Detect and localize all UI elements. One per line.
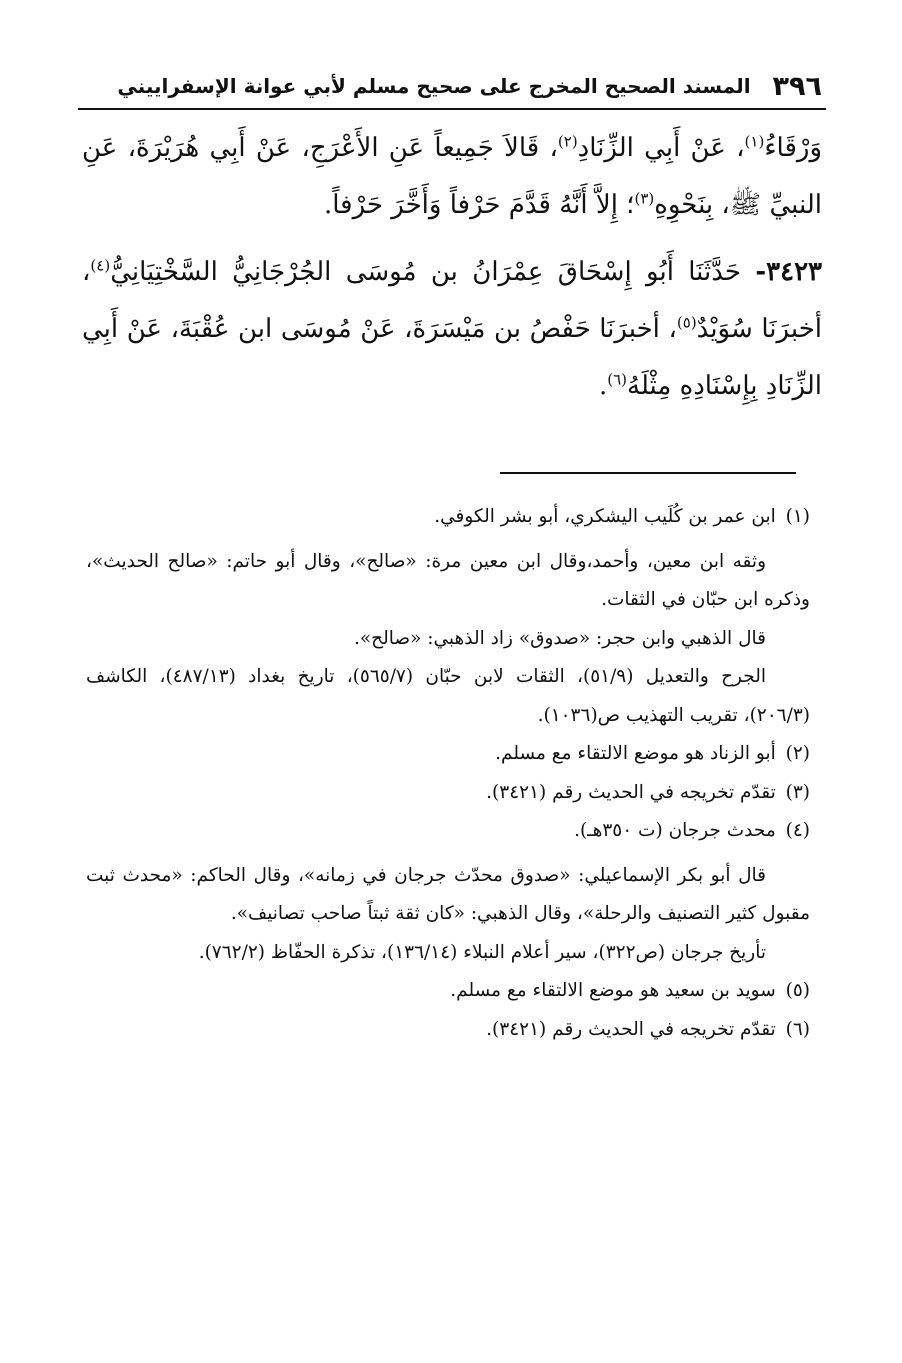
hadith-number: ٣٤٢٣- (755, 257, 822, 287)
footnote-text: محدث جرجان (ت ٣٥٠هـ). (574, 820, 776, 841)
text-run: ، أخبرَنَا سُوَيْدٌ (82, 257, 822, 344)
footnote-text: تقدّم تخريجه في الحديث رقم (٣٤٢١). (486, 1018, 776, 1040)
footnote-label: (٣) (785, 781, 810, 803)
footnote-text: أبو الزناد هو موضع الالتقاء مع مسلم. (495, 743, 776, 764)
page-header (80, 66, 822, 106)
footnote-ref: (٥) (676, 313, 697, 332)
footnote-1 (86, 498, 810, 537)
running-title: المسند الصحيح المخرج على صحيح مسلم لأبي عوانة الإسفراييني (117, 74, 751, 98)
footnote-text: ابن عمر بن كُلَيب اليشكري، أبو بشر الكوفي. (434, 506, 776, 527)
footnote-ref: (٦) (607, 370, 627, 389)
text-run: وَرْقَاءُ (764, 133, 822, 163)
footnote-6 (86, 1011, 810, 1050)
text-run: ، أخبرَنَا حَفْصُ بن مَيْسَرَةَ، عَنْ مُوسَى ابن عُقْبَةَ، عَنْ أَبِي الزِّنَادِ بِإِسْنَادِهِ مِثْلَهُ (82, 314, 822, 401)
footnote-label: (٢) (785, 743, 810, 764)
footnote-ref: (٣) (634, 189, 655, 208)
footnote-3 (86, 774, 810, 813)
footnote-text: تقدّم تخريجه في الحديث رقم (٣٤٢١). (486, 781, 776, 803)
footnotes (86, 498, 810, 1049)
hadith-3423 (82, 244, 822, 415)
footnote-text: سويد بن سعيد هو موضع الالتقاء مع مسلم. (450, 980, 776, 1001)
footnote-4-para: قال أبو بكر الإسماعيلي: «صدوق محدّث جرجان في زمانه»، وقال الحاكم: «محدث ثبت مقبول كثير التصنيف والرحلة»، وقال الذهبي: «كان ثقة ثبتاً صاحب تصانيف». (86, 864, 810, 924)
text-run: ، قَالاَ جَمِيعاً عَنِ الأَعْرَجِ، عَنْ أَبِي هُرَيْرَةَ، عَنِ النبيِّ ﷺ، بِنَحْوِهِ (82, 133, 822, 220)
text-run: ، عَنْ أَبِي الزِّنَادِ (577, 133, 745, 163)
header-rule (78, 108, 826, 110)
footnote-5 (86, 972, 810, 1011)
footnote-ref: (٢) (557, 132, 578, 151)
footnote-label: (١) (785, 506, 810, 527)
page-number: ٣٩٦ (772, 70, 822, 102)
footnote-separator (500, 472, 796, 474)
footnote-1-para: قال الذهبي وابن حجر: «صدوق» زاد الذهبي: «صالح». (353, 627, 766, 649)
footnote-ref: (١) (744, 132, 765, 151)
main-text (82, 120, 822, 415)
text-run: . (598, 371, 608, 401)
footnote-4 (86, 812, 810, 851)
footnote-label: (٥) (785, 980, 810, 1001)
narration-continuation (82, 120, 822, 234)
text-run: ؛ إِلاَّ أَنَّهُ قَدَّمَ حَرْفاً وَأَخَّرَ حَرْفاً. (323, 190, 635, 220)
footnote-ref: (٤) (90, 256, 111, 275)
footnote-1-para: وثقه ابن معين، وأحمد،وقال ابن معين مرة: «صالح»، وقال أبو حاتم: «صالح الحديث»، وذكره ابن حبّان في الثقات. (86, 550, 810, 610)
footnote-1-sources: الجرح والتعديل (٥١/٩)، الثقات لابن حبّان (٥٦٥/٧)، تاريخ بغداد (٤٨٧/١٣)، الكاشف (٢٠٦/٣)، تقريب التهذيب ص(١٠٣٦). (86, 666, 810, 726)
footnote-4-sources: تأريخ جرجان (ص٣٢٢)، سير أعلام النبلاء (١٣٦/١٤)، تذكرة الحفّاظ (٧٦٢/٢). (198, 941, 766, 963)
footnote-2 (86, 735, 810, 774)
footnote-label: (٤) (785, 820, 810, 841)
text-run: حَدَّثَنَا أَبُو إِسْحَاقَ عِمْرَانُ بن مُوسَى الجُرْجَانِيُّ السَّخْتِيَانِيُّ (110, 257, 756, 287)
footnote-label: (٦) (785, 1018, 810, 1040)
